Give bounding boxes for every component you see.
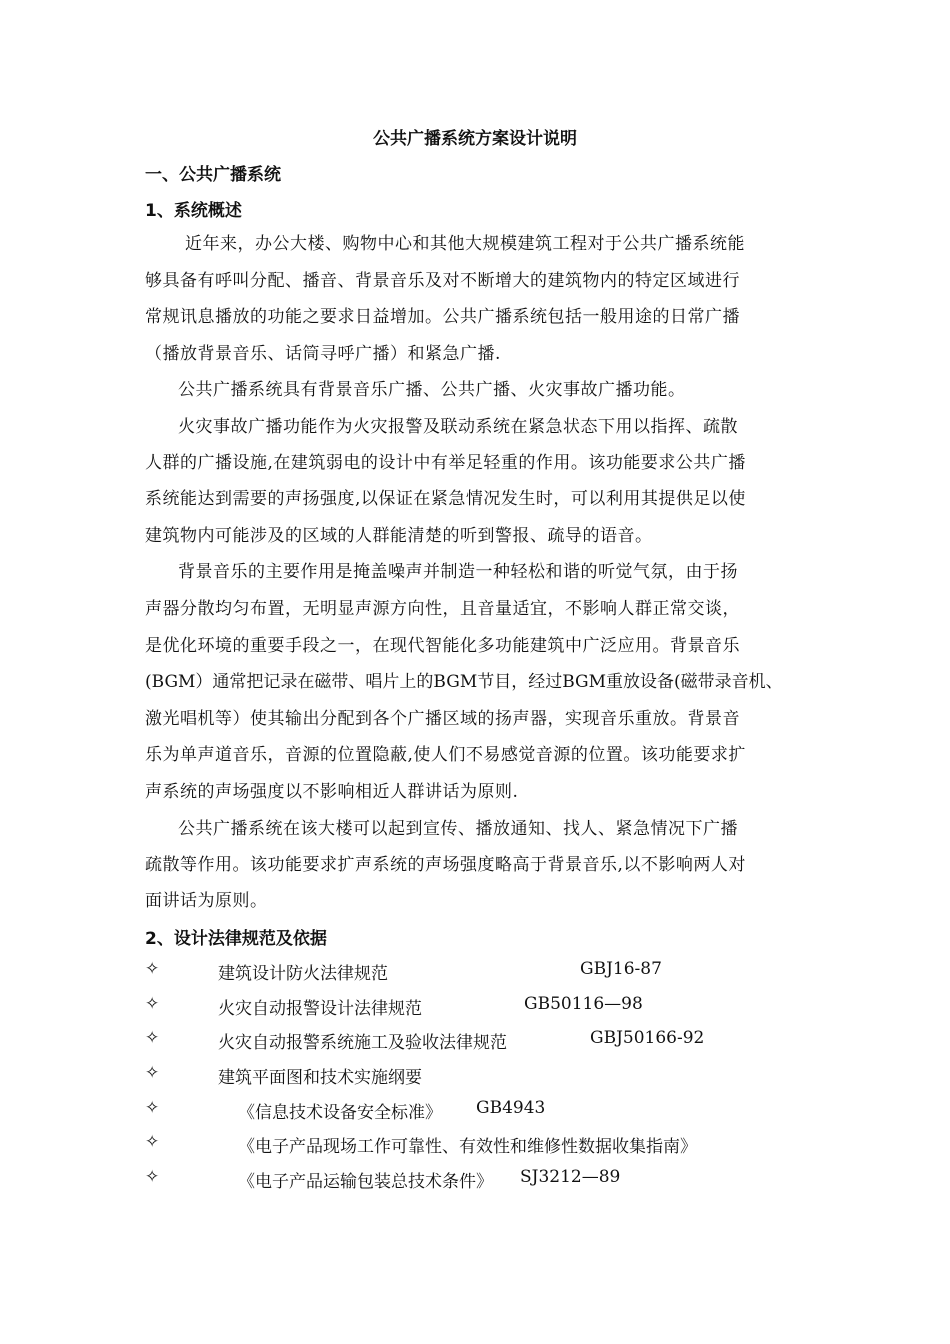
diamond-bullet-icon: ✧ <box>145 1098 160 1118</box>
standard-name: 建筑平面图和技术实施纲要 <box>218 1068 422 1088</box>
body-line: 近年来，办公大楼、购物中心和其他大规模建筑工程对于公共广播系统能 <box>185 234 745 254</box>
body-line: 建筑物内可能涉及的区域的人群能清楚的听到警报、疏导的语音。 <box>145 526 653 546</box>
section-heading-public-broadcast: 一、公共广播系统 <box>145 165 281 185</box>
body-line: 背景音乐的主要作用是掩盖噪声并制造一种轻松和谐的听觉气氛，由于扬 <box>178 562 738 582</box>
body-line: 声系统的声场强度以不影响相近人群讲话为原则. <box>145 782 519 802</box>
standard-code: SJ3212—89 <box>520 1167 621 1187</box>
standard-name: 建筑设计防火法律规范 <box>218 964 388 984</box>
subsection-heading-overview: 1、系统概述 <box>145 201 242 221</box>
body-line: 激光唱机等）使其输出分配到各个广播区域的扬声器，实现音乐重放。背景音 <box>145 709 740 729</box>
standard-code: GBJ16-87 <box>580 959 662 979</box>
diamond-bullet-icon: ✧ <box>145 1132 160 1152</box>
standard-name: 火灾自动报警设计法律规范 <box>218 999 422 1019</box>
diamond-bullet-icon: ✧ <box>145 1063 160 1083</box>
standard-name: 《信息技术设备安全标准》 <box>238 1103 442 1123</box>
standard-code: GBJ50166-92 <box>590 1028 705 1048</box>
standard-name: 《电子产品现场工作可靠性、有效性和维修性数据收集指南》 <box>238 1137 697 1157</box>
body-line: 声器分散均匀布置，无明显声源方向性，且音量适宜，不影响人群正常交谈， <box>145 599 740 619</box>
body-line: 乐为单声道音乐，音源的位置隐蔽,使人们不易感觉音源的位置。该功能要求扩 <box>145 745 746 765</box>
body-line: 疏散等作用。该功能要求扩声系统的声场强度略高于背景音乐,以不影响两人对 <box>145 855 746 875</box>
standard-name: 《电子产品运输包装总技术条件》 <box>238 1172 493 1192</box>
document-title: 公共广播系统方案设计说明 <box>373 129 577 149</box>
body-line: 是优化环境的重要手段之一，在现代智能化多功能建筑中广泛应用。背景音乐 <box>145 636 740 656</box>
body-line: 公共广播系统在该大楼可以起到宣传、播放通知、找人、紧急情况下广播 <box>178 819 738 839</box>
body-line: 火灾事故广播功能作为火灾报警及联动系统在紧急状态下用以指挥、疏散 <box>178 417 738 437</box>
body-line: 系统能达到需要的声扬强度,以保证在紧急情况发生时，可以利用其提供足以使 <box>145 489 746 509</box>
body-line: 常规讯息播放的功能之要求日益增加。公共广播系统包括一般用途的日常广播 <box>145 307 740 327</box>
body-line: 人群的广播设施,在建筑弱电的设计中有举足轻重的作用。该功能要求公共广播 <box>145 453 746 473</box>
subsection-heading-standards: 2、设计法律规范及依据 <box>145 929 327 949</box>
body-line: （播放背景音乐、话筒寻呼广播）和紧急广播. <box>145 344 501 364</box>
standard-code: GB50116—98 <box>524 994 643 1014</box>
diamond-bullet-icon: ✧ <box>145 1167 160 1187</box>
body-line: 面讲话为原则。 <box>145 891 268 911</box>
body-line: (BGM）通常把记录在磁带、唱片上的BGM节目，经过BGM重放设备(磁带录音机、 <box>145 672 783 692</box>
standard-name: 火灾自动报警系统施工及验收法律规范 <box>218 1033 507 1053</box>
body-line: 公共广播系统具有背景音乐广播、公共广播、火灾事故广播功能。 <box>178 380 686 400</box>
diamond-bullet-icon: ✧ <box>145 994 160 1014</box>
diamond-bullet-icon: ✧ <box>145 1028 160 1048</box>
diamond-bullet-icon: ✧ <box>145 959 160 979</box>
standard-code: GB4943 <box>476 1098 546 1118</box>
body-line: 够具备有呼叫分配、播音、背景音乐及对不断增大的建筑物内的特定区域进行 <box>145 271 740 291</box>
